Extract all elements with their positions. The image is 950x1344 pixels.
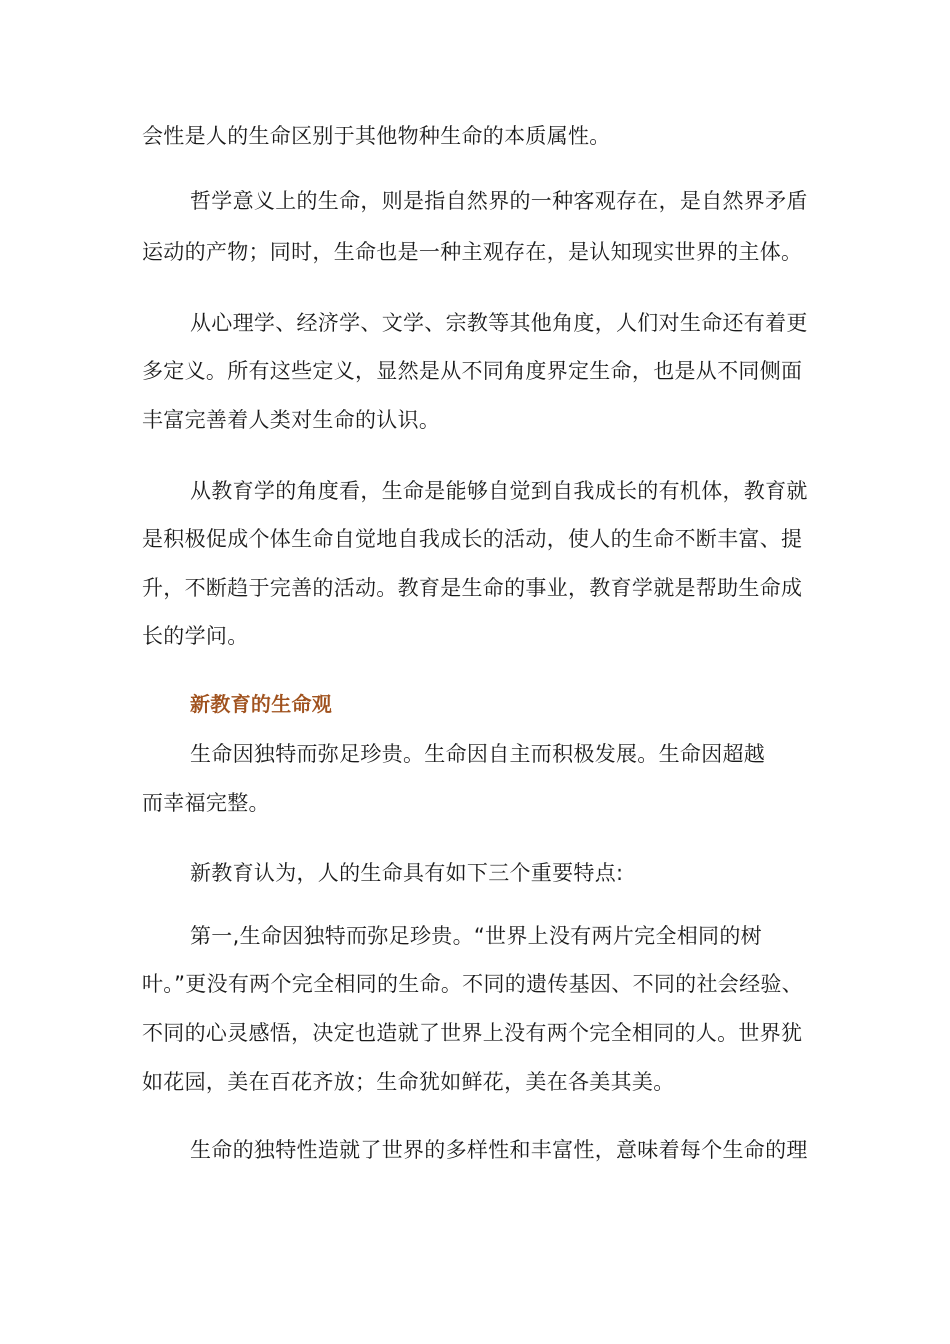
- body-line: 丰富完善着人类对生命的认识。: [142, 408, 441, 432]
- body-line: 生命因独特而弥足珍贵。生命因自主而积极发展。生命因超越: [190, 742, 766, 766]
- body-line: 而幸福完整。: [142, 791, 270, 815]
- body-line: 生命的独特性造就了世界的多样性和丰富性，意味着每个生命的理: [190, 1138, 808, 1162]
- body-line: 升，不断趋于完善的活动。教育是生命的事业，教育学就是帮助生命成: [142, 576, 803, 600]
- body-line: 会性是人的生命区别于其他物种生命的本质属性。: [142, 124, 611, 148]
- body-line: 新教育认为，人的生命具有如下三个重要特点:: [190, 861, 624, 885]
- body-line: 是积极促成个体生命自觉地自我成长的活动，使人的生命不断丰富、提: [142, 527, 803, 551]
- body-line: 哲学意义上的生命，则是指自然界的一种客观存在，是自然界矛盾: [190, 189, 808, 213]
- body-line: 多定义。所有这些定义，显然是从不同角度界定生命，也是从不同侧面: [142, 359, 803, 383]
- body-line: 长的学问。: [142, 624, 249, 648]
- body-line: 叶。”更没有两个完全相同的生命。不同的遗传基因、不同的社会经验、: [142, 972, 803, 996]
- body-line: 不同的心灵感悟，决定也造就了世界上没有两个完全相同的人。世界犹: [142, 1021, 803, 1045]
- body-line: 第一,生命因独特而弥足珍贵。“世界上没有两片完全相同的树: [190, 924, 762, 948]
- body-line: 如花园，美在百花齐放；生命犹如鲜花，美在各美其美。: [142, 1070, 675, 1094]
- section-heading: 新教育的生命观: [190, 692, 333, 716]
- body-line: 运动的产物；同时，生命也是一种主观存在，是认知现实世界的主体。: [142, 240, 803, 264]
- body-line: 从教育学的角度看，生命是能够自觉到自我成长的有机体，教育就: [190, 479, 808, 503]
- body-line: 从心理学、经济学、文学、宗教等其他角度，人们对生命还有着更: [190, 311, 808, 335]
